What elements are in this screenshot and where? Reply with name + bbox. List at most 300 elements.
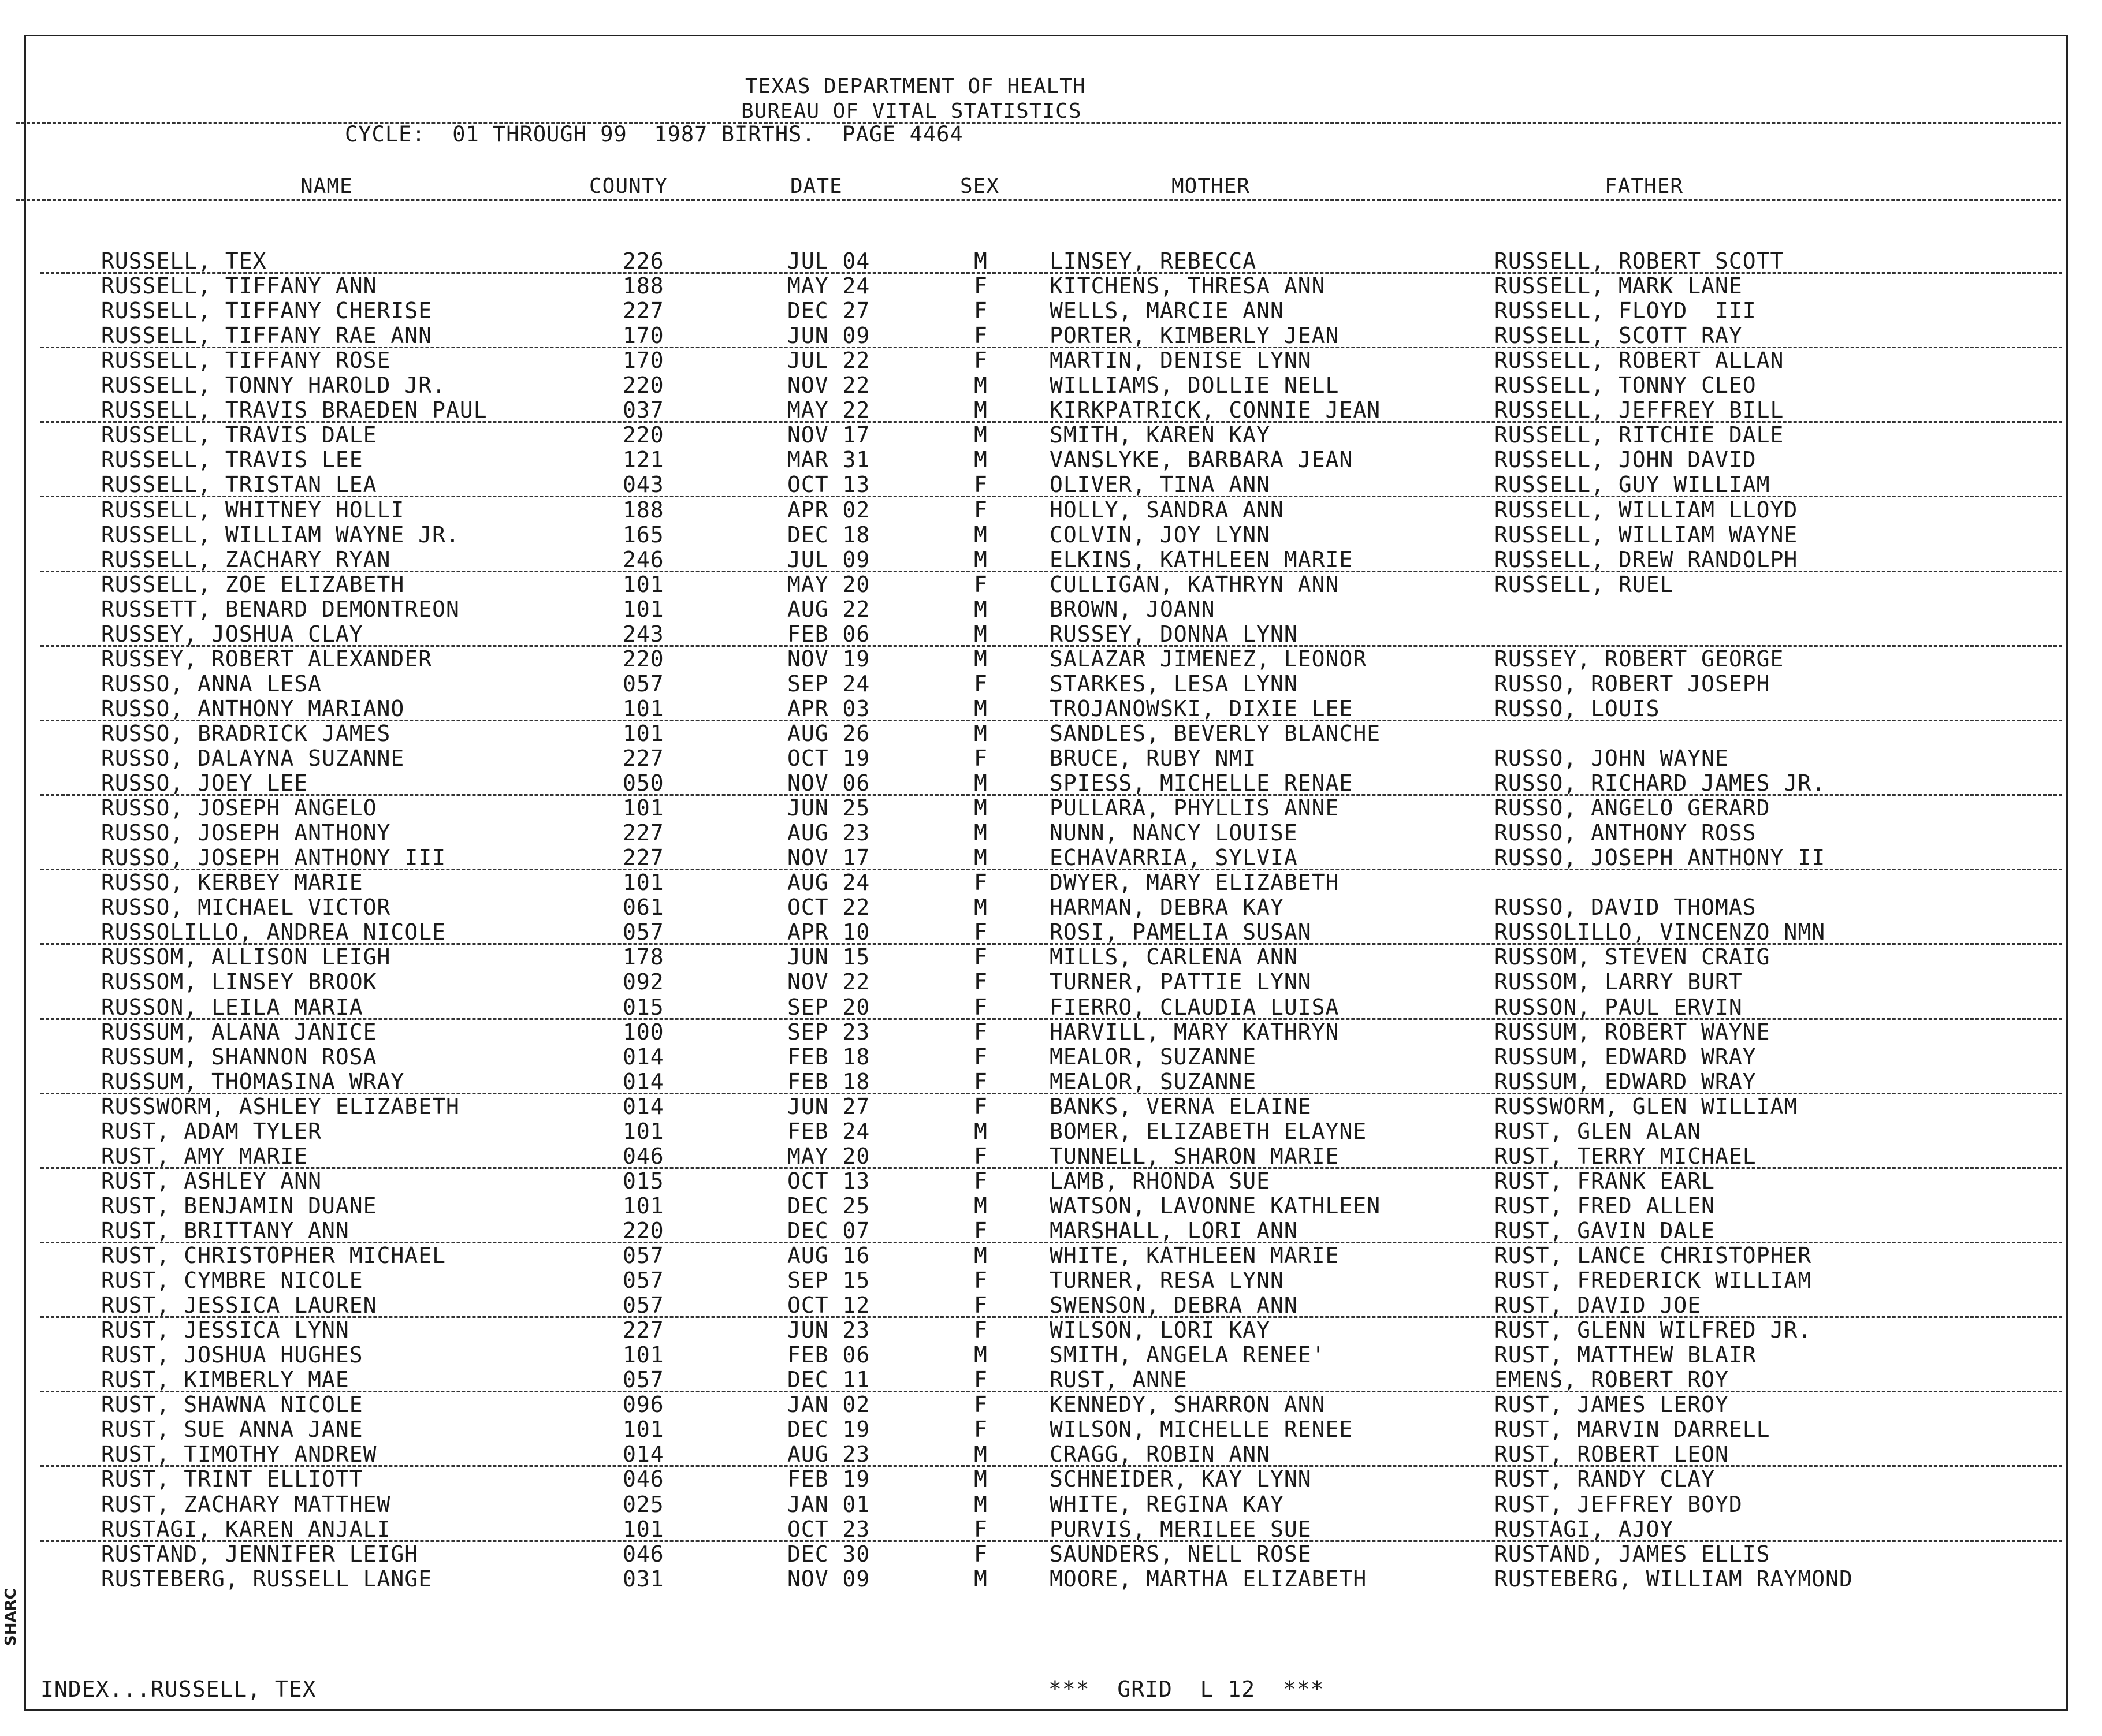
cell-sex: F xyxy=(974,298,988,324)
cell-name: RUST, JESSICA LYNN xyxy=(101,1317,349,1343)
cell-mother: BOMER, ELIZABETH ELAYNE xyxy=(1050,1118,1367,1144)
cell-father: RUSTEBERG, WILLIAM RAYMOND xyxy=(1494,1566,1853,1592)
cell-mother: OLIVER, TINA ANN xyxy=(1050,472,1271,498)
cell-mother: SAUNDERS, NELL ROSE xyxy=(1050,1541,1312,1567)
cell-name: RUSSO, KERBEY MARIE xyxy=(101,870,363,896)
cell-name: RUST, BRITTANY ANN xyxy=(101,1217,349,1243)
cell-name: RUSSELL, WHITNEY HOLLI xyxy=(101,497,405,523)
cell-sex: F xyxy=(974,348,988,374)
cell-date: FEB 18 xyxy=(787,1068,870,1094)
cell-sex: M xyxy=(974,372,988,398)
cell-name: RUSSELL, ZOE ELIZABETH xyxy=(101,571,405,597)
cell-sex: F xyxy=(974,472,988,498)
cell-date: AUG 22 xyxy=(787,596,870,622)
cell-county: 220 xyxy=(623,422,664,448)
cell-mother: SALAZAR JIMENEZ, LEONOR xyxy=(1050,646,1367,672)
cell-mother: WATSON, LAVONNE KATHLEEN xyxy=(1050,1193,1381,1219)
cell-father: RUST, FRED ALLEN xyxy=(1494,1193,1716,1219)
cell-mother: PURVIS, MERILEE SUE xyxy=(1050,1516,1312,1542)
cell-mother: TROJANOWSKI, DIXIE LEE xyxy=(1050,695,1353,721)
cell-name: RUSSELL, WILLIAM WAYNE JR. xyxy=(101,521,460,547)
cell-sex: M xyxy=(974,1342,988,1368)
cell-sex: F xyxy=(974,746,988,771)
cell-father: RUSSOLILLO, VINCENZO NMN xyxy=(1494,919,1826,945)
cell-father: RUST, MATTHEW BLAIR xyxy=(1494,1342,1757,1368)
cell-county: 101 xyxy=(623,596,664,622)
cell-date: NOV 06 xyxy=(787,770,870,796)
cell-name: RUSSO, JOSEPH ANGELO xyxy=(101,795,377,821)
cell-sex: M xyxy=(974,845,988,871)
cell-mother: LINSEY, REBECCA xyxy=(1050,248,1257,274)
agency-title: TEXAS DEPARTMENT OF HEALTH xyxy=(745,74,1086,98)
cell-date: AUG 26 xyxy=(787,720,870,746)
cell-father: RUSSELL, JEFFREY BILL xyxy=(1494,397,1784,423)
cell-date: FEB 06 xyxy=(787,1342,870,1368)
table-row xyxy=(0,1468,2102,1493)
cell-mother: MOORE, MARTHA ELIZABETH xyxy=(1050,1566,1367,1592)
table-row xyxy=(0,670,2102,698)
cell-date: NOV 17 xyxy=(787,845,870,871)
cell-date: OCT 23 xyxy=(787,1516,870,1542)
cell-father: RUSSO, JOHN WAYNE xyxy=(1494,746,1729,771)
cell-county: 101 xyxy=(623,720,664,746)
cell-sex: M xyxy=(974,546,988,572)
cell-mother: SCHNEIDER, KAY LYNN xyxy=(1050,1466,1312,1492)
cell-county: 246 xyxy=(623,546,664,572)
cell-sex: F xyxy=(974,1168,988,1194)
cell-county: 227 xyxy=(623,1317,664,1343)
cell-father: RUSSO, JOSEPH ANTHONY II xyxy=(1494,845,1826,871)
cell-date: FEB 06 xyxy=(787,621,870,647)
cell-date: DEC 19 xyxy=(787,1417,870,1443)
cell-date: OCT 12 xyxy=(787,1292,870,1318)
table-row xyxy=(0,300,2102,325)
cell-sex: F xyxy=(974,1392,988,1418)
cell-county: 178 xyxy=(623,944,664,970)
cell-date: DEC 25 xyxy=(787,1193,870,1219)
cell-date: APR 03 xyxy=(787,695,870,721)
table-row xyxy=(0,1443,2102,1468)
cell-father: RUST, JAMES LEROY xyxy=(1494,1392,1729,1418)
cell-mother: WILSON, MICHELLE RENEE xyxy=(1050,1417,1353,1443)
cell-sex: M xyxy=(974,820,988,846)
cell-father: RUSSUM, EDWARD WRAY xyxy=(1494,1044,1757,1070)
cell-mother: KIRKPATRICK, CONNIE JEAN xyxy=(1050,397,1381,423)
grid-footer: *** GRID L 12 *** xyxy=(1048,1677,1325,1702)
cell-name: RUSSUM, ALANA JANICE xyxy=(101,1019,377,1045)
cell-county: 101 xyxy=(623,870,664,896)
cell-county: 057 xyxy=(623,1367,664,1393)
table-row xyxy=(0,449,2102,474)
cell-county: 165 xyxy=(623,521,664,547)
cell-county: 101 xyxy=(623,1118,664,1144)
cell-county: 031 xyxy=(623,1566,664,1592)
table-row xyxy=(0,747,2102,772)
cell-father: RUSSELL, GUY WILLIAM xyxy=(1494,472,1770,498)
cell-name: RUST, ADAM TYLER xyxy=(101,1118,322,1144)
cell-father: RUSSO, ANGELO GERARD xyxy=(1494,795,1770,821)
cell-date: AUG 16 xyxy=(787,1243,870,1268)
column-header-sex: SEX xyxy=(960,174,1000,198)
cell-father: RUSTAGI, AJOY xyxy=(1494,1516,1674,1542)
cell-mother: KITCHENS, THRESA ANN xyxy=(1050,273,1326,299)
table-row xyxy=(0,499,2102,524)
cell-date: MAY 22 xyxy=(787,397,870,423)
column-header-mother: MOTHER xyxy=(1171,174,1251,198)
cell-county: 046 xyxy=(623,1143,664,1169)
table-row xyxy=(0,1120,2102,1145)
cell-county: 057 xyxy=(623,919,664,945)
cell-father: RUSSON, PAUL ERVIN xyxy=(1494,994,1743,1020)
cell-name: RUST, KIMBERLY MAE xyxy=(101,1367,349,1393)
cell-mother: CRAGG, ROBIN ANN xyxy=(1050,1441,1271,1467)
cell-county: 061 xyxy=(623,895,664,921)
cell-mother: FIERRO, CLAUDIA LUISA xyxy=(1050,994,1340,1020)
cell-father: RUSSELL, FLOYD III xyxy=(1494,298,1757,324)
cell-date: SEP 24 xyxy=(787,670,870,696)
cell-sex: F xyxy=(974,670,988,696)
cell-date: JUN 23 xyxy=(787,1317,870,1343)
cell-mother: TURNER, RESA LYNN xyxy=(1050,1268,1284,1294)
cell-name: RUSSELL, TRISTAN LEA xyxy=(101,472,377,498)
cell-mother: CULLIGAN, KATHRYN ANN xyxy=(1050,571,1340,597)
cell-mother: ELKINS, KATHLEEN MARIE xyxy=(1050,546,1353,572)
cell-father: RUST, TERRY MICHAEL xyxy=(1494,1143,1757,1169)
cell-father: RUSSELL, WILLIAM LLOYD xyxy=(1494,497,1798,523)
cell-name: RUSSON, LEILA MARIA xyxy=(101,994,363,1020)
cell-county: 014 xyxy=(623,1093,664,1119)
cell-sex: M xyxy=(974,1441,988,1467)
cell-name: RUST, CYMBRE NICOLE xyxy=(101,1268,363,1294)
cell-sex: F xyxy=(974,1541,988,1567)
cell-date: JUN 27 xyxy=(787,1093,870,1119)
cell-date: JAN 01 xyxy=(787,1491,870,1517)
cell-name: RUSSELL, TIFFANY ROSE xyxy=(101,348,391,374)
cell-date: DEC 07 xyxy=(787,1217,870,1243)
cell-father: RUSSO, ROBERT JOSEPH xyxy=(1494,670,1770,696)
cell-date: FEB 24 xyxy=(787,1118,870,1144)
cell-mother: VANSLYKE, BARBARA JEAN xyxy=(1050,447,1353,473)
cell-county: 046 xyxy=(623,1541,664,1567)
table-row xyxy=(0,1046,2102,1071)
cell-name: RUST, AMY MARIE xyxy=(101,1143,308,1169)
cell-mother: MEALOR, SUZANNE xyxy=(1050,1044,1257,1070)
cell-county: 014 xyxy=(623,1044,664,1070)
cell-father: RUSTAND, JAMES ELLIS xyxy=(1494,1541,1770,1567)
cell-name: RUST, ASHLEY ANN xyxy=(101,1168,322,1194)
cell-name: RUSSO, MICHAEL VICTOR xyxy=(101,895,391,921)
table-row xyxy=(0,1294,2102,1319)
cell-mother: SWENSON, DEBRA ANN xyxy=(1050,1292,1298,1318)
cell-date: NOV 17 xyxy=(787,422,870,448)
table-row xyxy=(0,1369,2102,1394)
cell-father: RUSSELL, ROBERT SCOTT xyxy=(1494,248,1784,274)
cell-father: RUST, JEFFREY BOYD xyxy=(1494,1491,1743,1517)
cell-father: RUST, MARVIN DARRELL xyxy=(1494,1417,1770,1443)
cell-father: RUSSOM, STEVEN CRAIG xyxy=(1494,944,1770,970)
cell-mother: RUST, ANNE xyxy=(1050,1367,1188,1393)
cell-name: RUSSUM, THOMASINA WRAY xyxy=(101,1068,405,1094)
cell-mother: HARVILL, MARY KATHRYN xyxy=(1050,1019,1340,1045)
table-row xyxy=(0,1518,2102,1543)
cell-sex: F xyxy=(974,1143,988,1169)
table-row xyxy=(0,1568,2102,1593)
cell-father: RUSSELL, RITCHIE DALE xyxy=(1494,422,1784,448)
cell-name: RUSTEBERG, RUSSELL LANGE xyxy=(101,1566,433,1592)
cell-name: RUSTAND, JENNIFER LEIGH xyxy=(101,1541,419,1567)
table-row xyxy=(0,1493,2102,1518)
cell-mother: WILSON, LORI KAY xyxy=(1050,1317,1271,1343)
cell-name: RUSSELL, TRAVIS LEE xyxy=(101,447,363,473)
cell-name: RUSSOM, ALLISON LEIGH xyxy=(101,944,391,970)
table-row xyxy=(0,374,2102,399)
table-row xyxy=(0,1245,2102,1269)
cell-county: 101 xyxy=(623,1417,664,1443)
table-row xyxy=(0,722,2102,747)
table-row xyxy=(0,1093,2102,1120)
cell-father: RUSSELL, TONNY CLEO xyxy=(1494,372,1757,398)
cell-county: 220 xyxy=(623,1217,664,1243)
cell-mother: PORTER, KIMBERLY JEAN xyxy=(1050,323,1340,349)
cell-mother: BRUCE, RUBY NMI xyxy=(1050,746,1257,771)
cell-name: RUST, CHRISTOPHER MICHAEL xyxy=(101,1243,446,1268)
table-row xyxy=(0,648,2102,673)
cell-county: 057 xyxy=(623,670,664,696)
cell-sex: M xyxy=(974,248,988,274)
cell-mother: HARMAN, DEBRA KAY xyxy=(1050,895,1284,921)
cell-date: JUN 09 xyxy=(787,323,870,349)
cell-name: RUSSELL, TEX xyxy=(101,248,267,274)
cell-date: SEP 23 xyxy=(787,1019,870,1045)
cell-county: 037 xyxy=(623,397,664,423)
cell-sex: F xyxy=(974,1417,988,1443)
cell-father: RUSSELL, JOHN DAVID xyxy=(1494,447,1757,473)
cell-mother: DWYER, MARY ELIZABETH xyxy=(1050,870,1340,896)
cell-father: RUST, GLEN ALAN xyxy=(1494,1118,1702,1144)
cell-date: FEB 18 xyxy=(787,1044,870,1070)
cell-county: 096 xyxy=(623,1392,664,1418)
cell-father: RUST, RANDY CLAY xyxy=(1494,1466,1716,1492)
cell-county: 101 xyxy=(623,1516,664,1542)
cell-name: RUSSO, JOEY LEE xyxy=(101,770,308,796)
table-row xyxy=(0,1418,2102,1443)
cell-mother: WILLIAMS, DOLLIE NELL xyxy=(1050,372,1340,398)
cycle-line: CYCLE: 01 THROUGH 99 1987 BIRTHS. PAGE 4464 xyxy=(345,122,963,147)
cell-date: JUL 09 xyxy=(787,546,870,572)
cell-date: DEC 30 xyxy=(787,1541,870,1567)
table-row xyxy=(0,1068,2102,1096)
header-rule-top xyxy=(16,122,2061,124)
cell-father: RUSSO, RICHARD JAMES JR. xyxy=(1494,770,1826,796)
cell-sex: F xyxy=(974,1268,988,1294)
cell-date: MAR 31 xyxy=(787,447,870,473)
cell-sex: M xyxy=(974,795,988,821)
cell-county: 227 xyxy=(623,298,664,324)
cell-name: RUSSELL, TIFFANY ANN xyxy=(101,273,377,299)
cell-county: 220 xyxy=(623,372,664,398)
cell-father: RUSSO, DAVID THOMAS xyxy=(1494,895,1757,921)
table-row xyxy=(0,797,2102,822)
index-footer: INDEX...RUSSELL, TEX xyxy=(40,1677,317,1702)
cell-mother: MARSHALL, LORI ANN xyxy=(1050,1217,1298,1243)
cell-name: RUST, JESSICA LAUREN xyxy=(101,1292,377,1318)
cell-date: DEC 27 xyxy=(787,298,870,324)
cell-mother: SMITH, ANGELA RENEE' xyxy=(1050,1342,1326,1368)
column-header-name: NAME xyxy=(300,174,353,198)
table-row xyxy=(0,1344,2102,1369)
table-row xyxy=(0,847,2102,871)
cell-name: RUSSELL, TIFFANY RAE ANN xyxy=(101,323,433,349)
cell-name: RUSSELL, ZACHARY RYAN xyxy=(101,546,391,572)
cell-date: JUN 15 xyxy=(787,944,870,970)
cell-mother: SPIESS, MICHELLE RENAE xyxy=(1050,770,1353,796)
cell-sex: M xyxy=(974,770,988,796)
cell-father: RUSSUM, ROBERT WAYNE xyxy=(1494,1019,1770,1045)
cell-name: RUSSEY, JOSHUA CLAY xyxy=(101,621,363,647)
cell-sex: M xyxy=(974,1243,988,1268)
cell-mother: TUNNELL, SHARON MARIE xyxy=(1050,1143,1340,1169)
cell-county: 121 xyxy=(623,447,664,473)
table-row xyxy=(0,275,2102,300)
cell-name: RUSSOLILLO, ANDREA NICOLE xyxy=(101,919,446,945)
cell-sex: M xyxy=(974,646,988,672)
cell-sex: M xyxy=(974,521,988,547)
cell-mother: PULLARA, PHYLLIS ANNE xyxy=(1050,795,1340,821)
cell-sex: F xyxy=(974,969,988,995)
cell-father: RUSSELL, ROBERT ALLAN xyxy=(1494,348,1784,374)
table-row xyxy=(0,772,2102,797)
column-header-father: FATHER xyxy=(1605,174,1684,198)
table-row xyxy=(0,399,2102,424)
table-row xyxy=(0,325,2102,349)
cell-name: RUSSO, DALAYNA SUZANNE xyxy=(101,746,405,771)
cell-father: RUSSWORM, GLEN WILLIAM xyxy=(1494,1093,1798,1119)
cell-county: 170 xyxy=(623,323,664,349)
cell-date: FEB 19 xyxy=(787,1466,870,1492)
cell-mother: WELLS, MARCIE ANN xyxy=(1050,298,1284,324)
cell-father: RUST, ROBERT LEON xyxy=(1494,1441,1729,1467)
table-row xyxy=(0,871,2102,896)
cell-county: 100 xyxy=(623,1019,664,1045)
cell-county: 057 xyxy=(623,1243,664,1268)
cell-date: OCT 13 xyxy=(787,1168,870,1194)
cell-sex: M xyxy=(974,1566,988,1592)
cell-sex: F xyxy=(974,1317,988,1343)
cell-name: RUSSO, JOSEPH ANTHONY xyxy=(101,820,391,846)
table-row xyxy=(0,695,2102,722)
cell-county: 057 xyxy=(623,1292,664,1318)
cell-sex: M xyxy=(974,695,988,721)
cell-sex: M xyxy=(974,447,988,473)
header-rule-bottom xyxy=(16,199,2061,201)
cell-county: 015 xyxy=(623,994,664,1020)
cell-sex: M xyxy=(974,596,988,622)
cell-date: NOV 22 xyxy=(787,372,870,398)
cell-father: RUST, LANCE CHRISTOPHER xyxy=(1494,1243,1812,1268)
cell-father: RUSSELL, WILLIAM WAYNE xyxy=(1494,521,1798,547)
cell-mother: ECHAVARRIA, SYLVIA xyxy=(1050,845,1298,871)
cell-sex: F xyxy=(974,994,988,1020)
cell-father: RUSSO, LOUIS xyxy=(1494,695,1660,721)
table-row xyxy=(0,1170,2102,1195)
cell-county: 014 xyxy=(623,1068,664,1094)
table-row xyxy=(0,1543,2102,1568)
table-row xyxy=(0,598,2102,623)
cell-mother: BANKS, VERNA ELAINE xyxy=(1050,1093,1312,1119)
bureau-title: BUREAU OF VITAL STATISTICS xyxy=(741,99,1082,123)
cell-father: RUSSELL, RUEL xyxy=(1494,571,1674,597)
cell-name: RUSSELL, TONNY HAROLD JR. xyxy=(101,372,446,398)
cell-sex: M xyxy=(974,895,988,921)
cell-name: RUSTAGI, KAREN ANJALI xyxy=(101,1516,391,1542)
cell-date: SEP 20 xyxy=(787,994,870,1020)
cell-date: DEC 18 xyxy=(787,521,870,547)
cell-county: 170 xyxy=(623,348,664,374)
cell-mother: MEALOR, SUZANNE xyxy=(1050,1068,1257,1094)
cell-county: 188 xyxy=(623,497,664,523)
cell-county: 101 xyxy=(623,1342,664,1368)
cell-sex: M xyxy=(974,1466,988,1492)
cell-father: EMENS, ROBERT ROY xyxy=(1494,1367,1729,1393)
cell-mother: STARKES, LESA LYNN xyxy=(1050,670,1298,696)
cell-name: RUST, SHAWNA NICOLE xyxy=(101,1392,363,1418)
cell-date: JAN 02 xyxy=(787,1392,870,1418)
cell-county: 226 xyxy=(623,248,664,274)
cell-date: AUG 23 xyxy=(787,820,870,846)
table-row xyxy=(0,1195,2102,1220)
table-row xyxy=(0,822,2102,847)
cell-name: RUSSOM, LINSEY BROOK xyxy=(101,969,377,995)
table-row xyxy=(0,1145,2102,1170)
cell-date: DEC 11 xyxy=(787,1367,870,1393)
cell-sex: M xyxy=(974,422,988,448)
table-row xyxy=(0,474,2102,498)
cell-county: 043 xyxy=(623,472,664,498)
table-row xyxy=(0,1217,2102,1245)
cell-county: 046 xyxy=(623,1466,664,1492)
cell-name: RUSSELL, TRAVIS BRAEDEN PAUL xyxy=(101,397,488,423)
cell-sex: M xyxy=(974,1193,988,1219)
cell-sex: M xyxy=(974,397,988,423)
cell-mother: HOLLY, SANDRA ANN xyxy=(1050,497,1284,523)
table-row xyxy=(0,1021,2102,1046)
cell-mother: SANDLES, BEVERLY BLANCHE xyxy=(1050,720,1381,746)
cell-sex: F xyxy=(974,571,988,597)
table-row xyxy=(0,971,2102,996)
cell-mother: NUNN, NANCY LOUISE xyxy=(1050,820,1298,846)
cell-mother: MILLS, CARLENA ANN xyxy=(1050,944,1298,970)
cell-father: RUSSELL, DREW RANDOLPH xyxy=(1494,546,1798,572)
table-row xyxy=(0,623,2102,648)
cell-name: RUSSUM, SHANNON ROSA xyxy=(101,1044,377,1070)
cell-name: RUST, JOSHUA HUGHES xyxy=(101,1342,363,1368)
cell-mother: RUSSEY, DONNA LYNN xyxy=(1050,621,1298,647)
cell-mother: KENNEDY, SHARRON ANN xyxy=(1050,1392,1326,1418)
cell-date: OCT 19 xyxy=(787,746,870,771)
cell-sex: F xyxy=(974,497,988,523)
cell-father: RUST, FRANK EARL xyxy=(1494,1168,1716,1194)
cell-father: RUST, GLENN WILFRED JR. xyxy=(1494,1317,1812,1343)
side-label: SHARC xyxy=(2,1588,20,1646)
cell-mother: COLVIN, JOY LYNN xyxy=(1050,521,1271,547)
cell-date: MAY 24 xyxy=(787,273,870,299)
cell-sex: F xyxy=(974,919,988,945)
table-row xyxy=(0,996,2102,1021)
table-row xyxy=(0,573,2102,598)
cell-sex: M xyxy=(974,1118,988,1144)
table-row xyxy=(0,921,2102,946)
cell-county: 092 xyxy=(623,969,664,995)
